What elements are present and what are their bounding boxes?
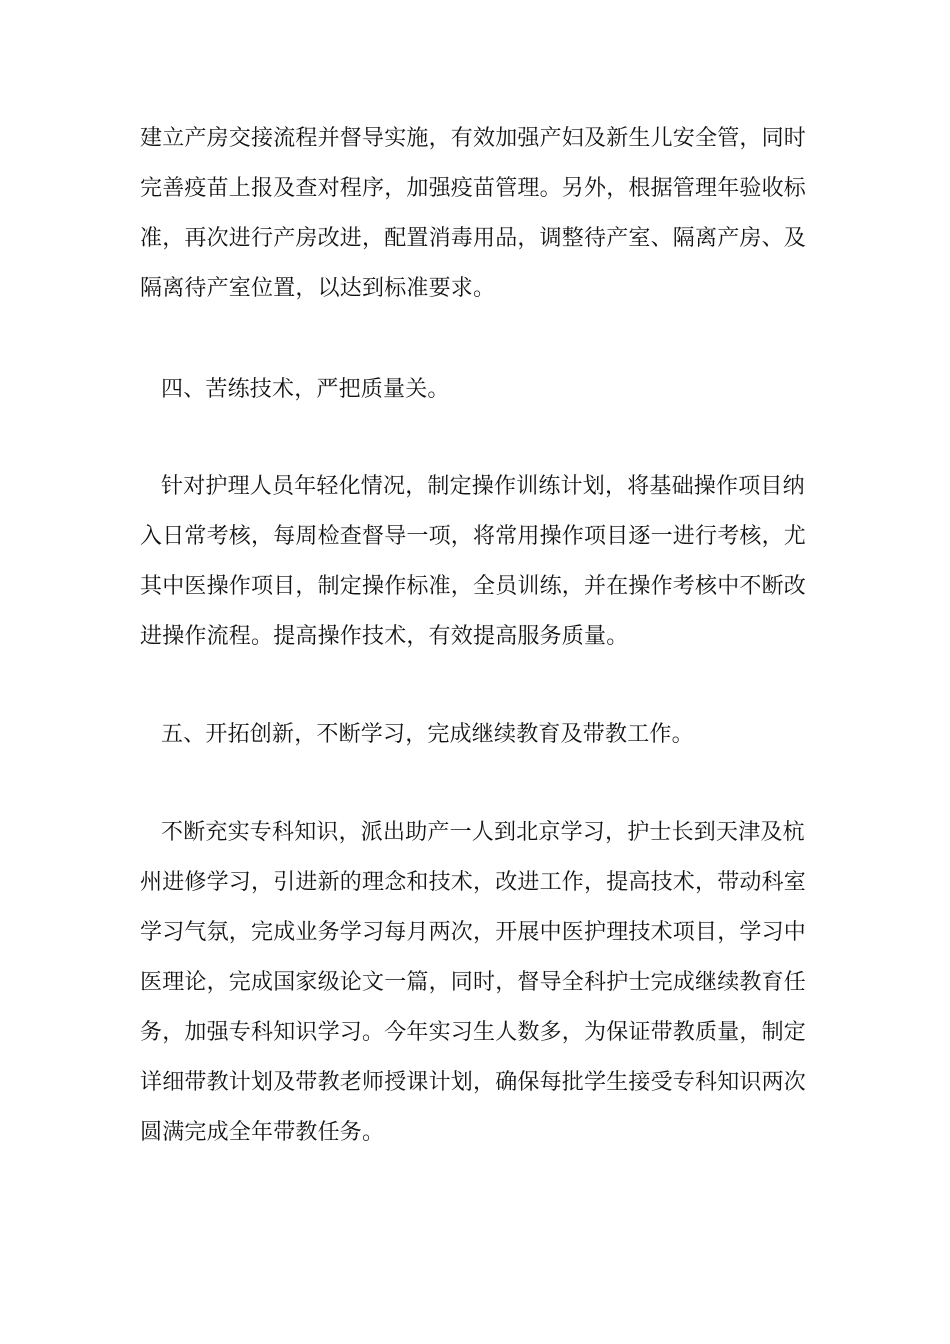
paragraph-line: 不断充实专科知识，派出助产一人到北京学习，护士长到天津及杭 (161, 820, 805, 845)
paragraph-line: 准，再次进行产房改进，配置消毒用品，调整待产室、隔离产房、及 (140, 226, 807, 251)
paragraph-line: 建立产房交接流程并督导实施，有效加强产妇及新生儿安全管，同时 (140, 126, 807, 151)
paragraph-line: 圆满完成全年带教任务。 (140, 1120, 385, 1145)
paragraph-line: 详细带教计划及带教老师授课计划，确保每批学生接受专科知识两次 (140, 1070, 807, 1095)
paragraph-line: 完善疫苗上报及查对程序，加强疫苗管理。另外，根据管理年验收标 (140, 176, 807, 201)
paragraph-line: 州进修学习，引进新的理念和技术，改进工作，提高技术，带动科室 (140, 870, 807, 895)
paragraph-line: 针对护理人员年轻化情况，制定操作训练计划，将基础操作项目纳 (161, 474, 805, 499)
paragraph-line: 务，加强专科知识学习。今年实习生人数多，为保证带教质量，制定 (140, 1020, 807, 1045)
paragraph-line: 学习气氛，完成业务学习每月两次，开展中医护理技术项目，学习中 (140, 920, 807, 945)
paragraph-line: 医理论，完成国家级论文一篇，同时，督导全科护士完成继续教育任 (140, 970, 807, 995)
section-heading-5: 五、开拓创新，不断学习，完成继续教育及带教工作。 (161, 722, 694, 747)
paragraph-line: 隔离待产室位置，以达到标准要求。 (140, 276, 496, 301)
paragraph-line: 其中医操作项目，制定操作标准，全员训练，并在操作考核中不断改 (140, 574, 807, 599)
section-heading-4: 四、苦练技术，严把质量关。 (161, 377, 450, 402)
paragraph-line: 进操作流程。提高操作技术，有效提高服务质量。 (140, 624, 629, 649)
paragraph-line: 入日常考核，每周检查督导一项，将常用操作项目逐一进行考核，尤 (140, 524, 807, 549)
